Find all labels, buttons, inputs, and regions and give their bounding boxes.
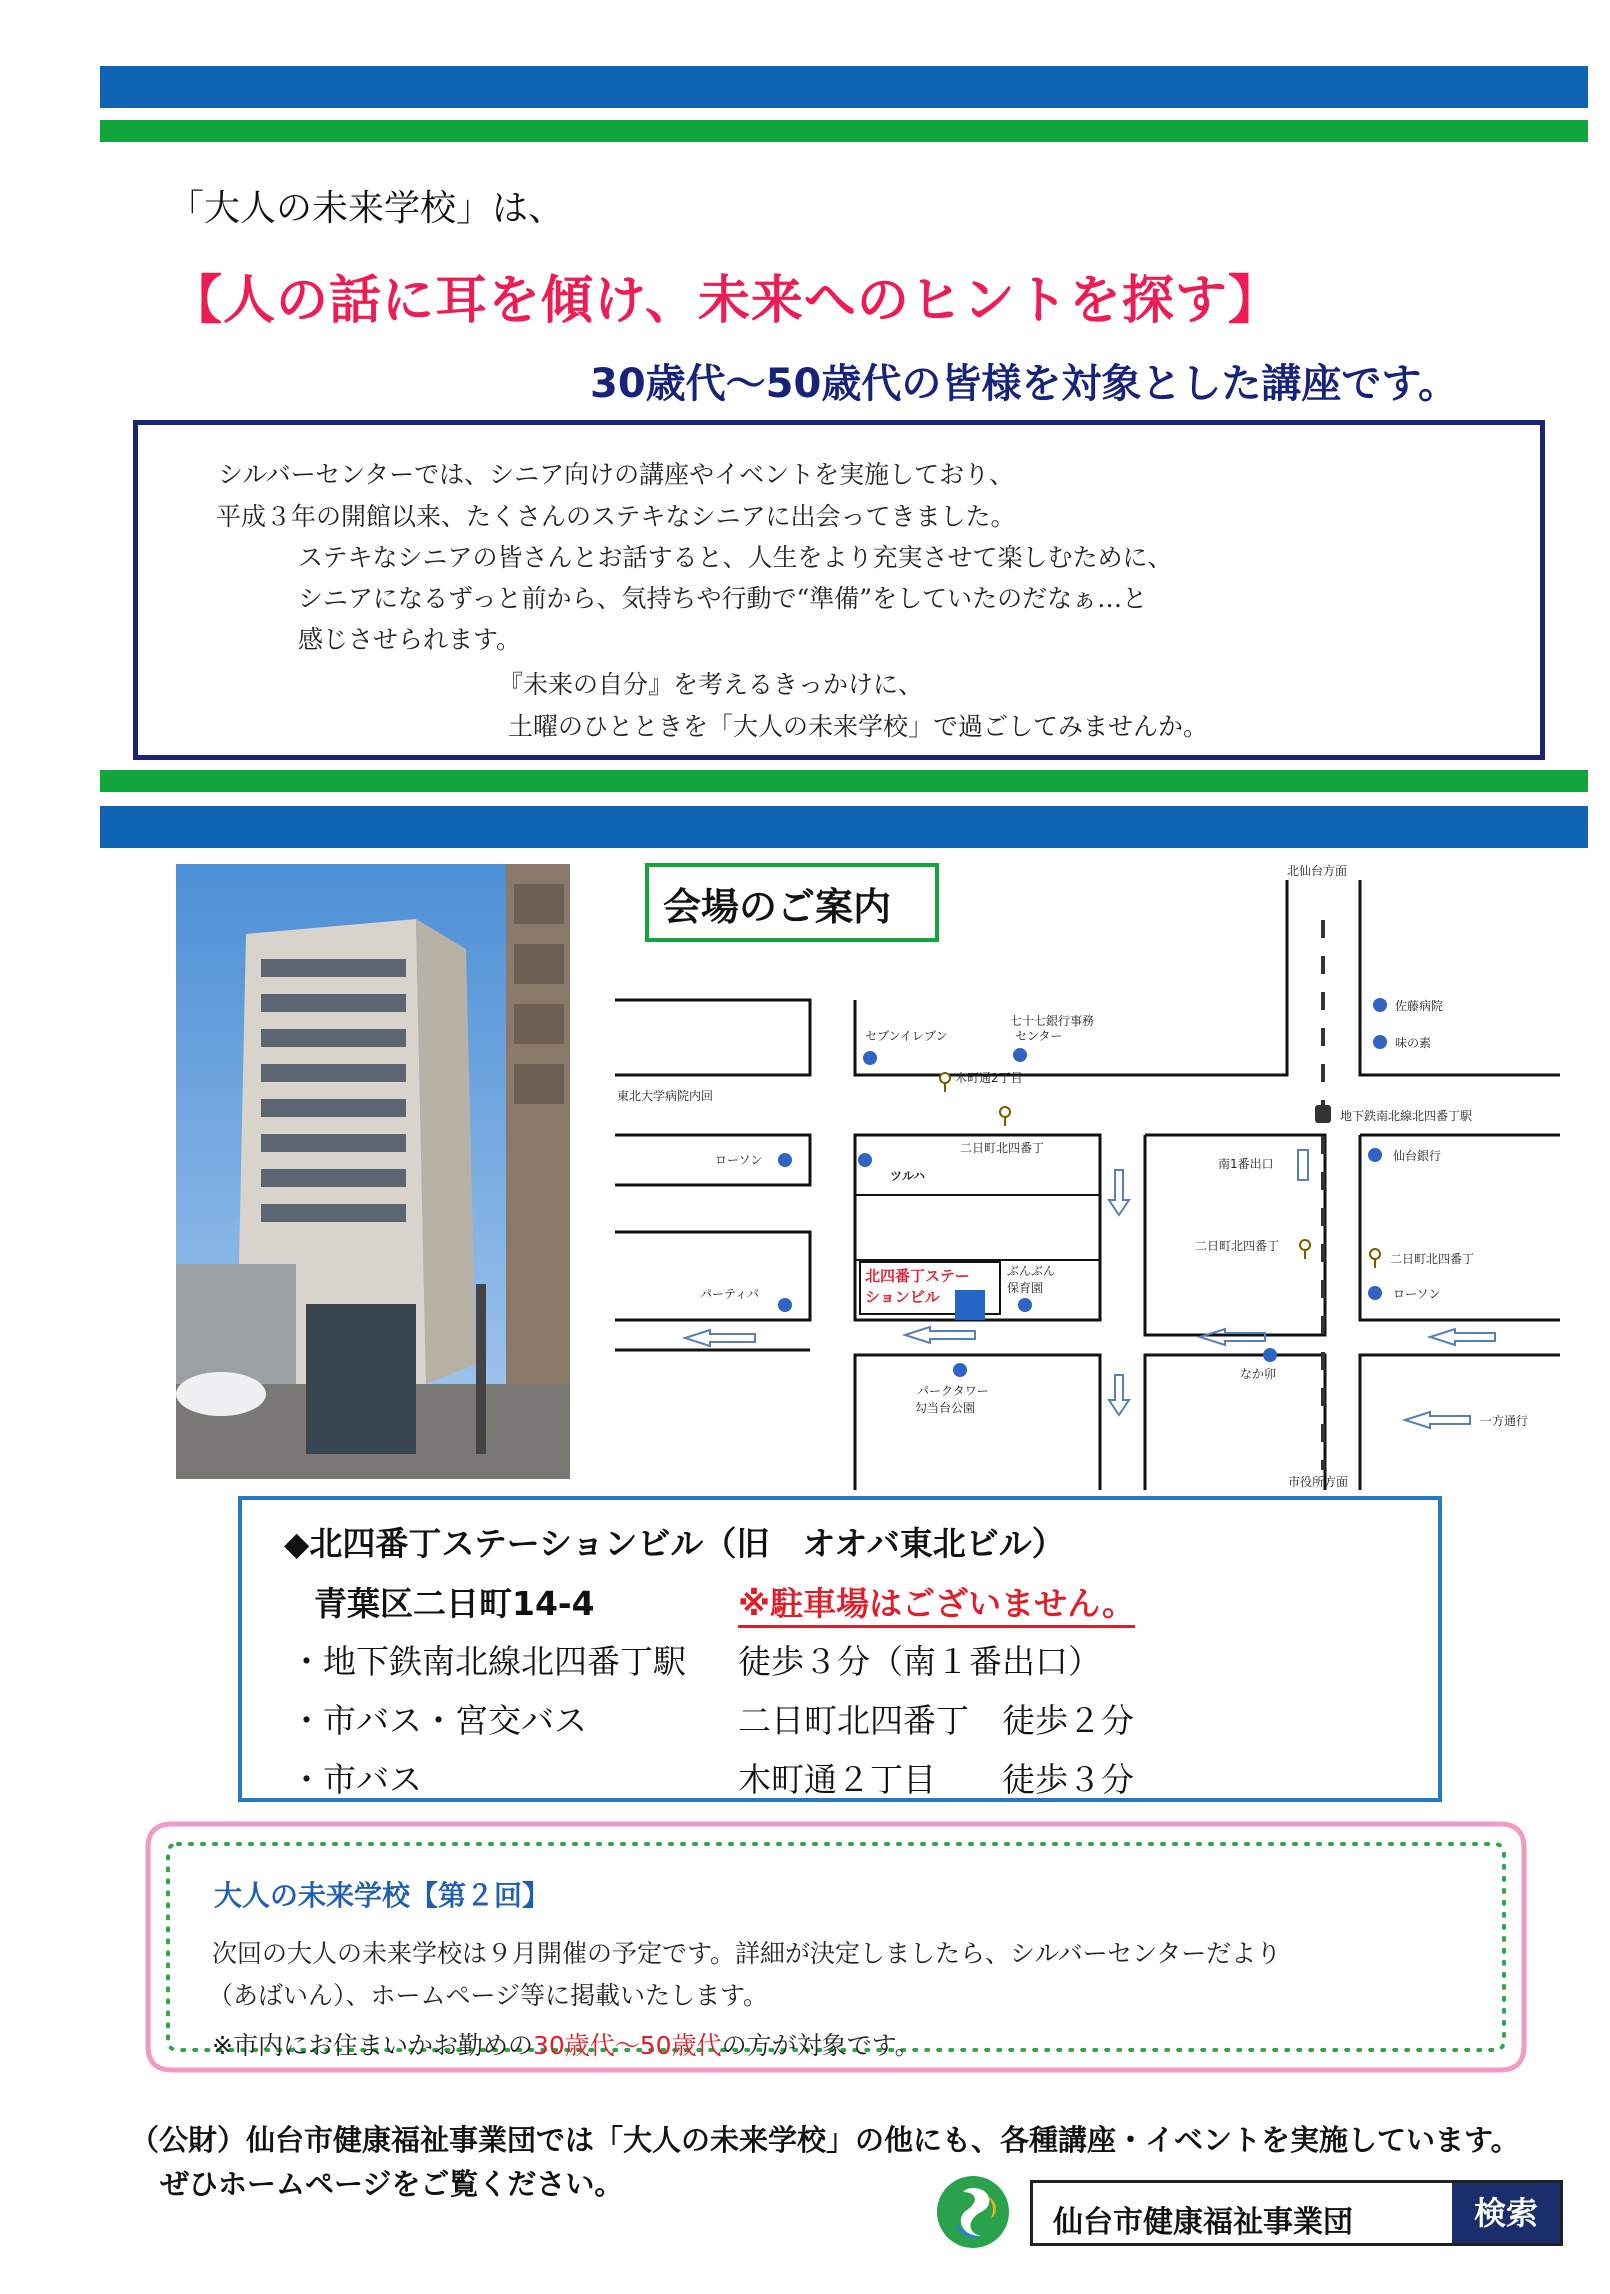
map-label-nakau: なか卯: [1240, 1367, 1277, 1381]
next-body-1: 次回の大人の未来学校は９月開催の予定です。詳細が決定しましたら、シルバーセンターだより: [212, 1939, 1282, 1968]
target-line: 30歳代～50歳代の皆様を対象とした講座です。: [590, 361, 1459, 407]
map-label-oneway: 一方通行: [1480, 1414, 1529, 1428]
map-label-tsuruha: ツルハ: [890, 1169, 926, 1183]
map-label-77-2: センター: [1015, 1029, 1063, 1043]
route-detail: 木町通２丁目 徒歩３分: [738, 1760, 1134, 1799]
map-label-hospital: 佐藤病院: [1395, 999, 1444, 1013]
mid-green-band: [100, 770, 1588, 792]
desc-line: 平成３年の開館以来、たくさんのステキなシニアに出会ってきました。: [216, 502, 1016, 531]
map-label-ajino: 味の素: [1395, 1036, 1432, 1050]
map-label-south: 市役所方面: [1288, 1475, 1349, 1489]
headline: 【人の話に耳を傾け、未来へのヒントを探す】: [170, 271, 1281, 331]
map-label-tohoku: 東北大学病院内回: [617, 1089, 714, 1103]
map-label-bunbun1: ぶんぶん: [1007, 1264, 1056, 1278]
description-box: [133, 420, 1545, 760]
next-session-box: [142, 1818, 1530, 2076]
map-label-futsuka1: 二日町北四番丁: [960, 1141, 1045, 1155]
route-detail: 徒歩３分（南１番出口）: [738, 1642, 1101, 1681]
map-title: 会場のご案内: [663, 885, 892, 929]
map-label-77-1: 七十七銀行事務: [1010, 1014, 1095, 1028]
map-label-kimachi: 木町通2丁目: [955, 1071, 1023, 1085]
map-label-lawson2: ローソン: [1393, 1287, 1441, 1301]
address: 青葉区二日町14-4: [314, 1584, 595, 1623]
next-note-pre: ※市内にお住まいかお勤めの: [212, 2031, 533, 2060]
next-note-post: の方が対象です。: [721, 2031, 920, 2060]
desc-line: シニアになるずっと前から、気持ちや行動で“準備”をしていたのだなぁ…と: [298, 584, 1148, 613]
route-detail: 二日町北四番丁 徒歩２分: [738, 1701, 1134, 1740]
desc-line: ステキなシニアの皆さんとお話すると、人生をより充実させて楽しむために、: [298, 543, 1173, 572]
desc-line: シルバーセンターでは、シニア向けの講座やイベントを実施しており、: [218, 460, 1015, 489]
map-label-futsuka2: 二日町北四番丁: [1195, 1239, 1280, 1253]
map-label-station: 地下鉄南北線北四番丁駅: [1340, 1109, 1473, 1123]
footer-line-2: ぜひホームページをご覧ください。: [160, 2167, 624, 2201]
map-label-minami1: 南1番出口: [1218, 1157, 1274, 1171]
parking-notice: ※駐車場はございません。: [738, 1578, 1135, 1628]
next-title: 大人の未来学校【第２回】: [214, 1879, 551, 1912]
building-name: ◆北四番丁ステーションビル（旧 オオバ東北ビル）: [284, 1524, 1065, 1563]
map-label-park2: 勾当台公園: [915, 1401, 976, 1415]
next-note-highlight: 30歳代～50歳代: [532, 2031, 722, 2060]
map-venue-line2: ションビル: [865, 1288, 940, 1306]
map-venue-line1: 北四番丁ステー: [865, 1267, 970, 1285]
search-bar[interactable]: [1030, 2180, 1563, 2246]
intro-line: 「大人の未来学校」は、: [168, 188, 565, 229]
access-box: [238, 1496, 1442, 1802]
next-body-2: （あばいん）、ホームページ等に掲載いたします。: [208, 1981, 769, 2010]
map-label-sendai-bank: 仙台銀行: [1393, 1149, 1442, 1163]
map-label-lawson1: ローソン: [715, 1153, 763, 1167]
search-button[interactable]: 検索: [1452, 2183, 1560, 2243]
top-green-band: [100, 120, 1588, 142]
mid-blue-band: [100, 806, 1588, 848]
route-mode: ・市バス・宮交バス: [290, 1701, 587, 1740]
top-blue-band: [100, 66, 1588, 108]
desc-line: 土曜のひとときを「大人の未来学校」で過ごしてみませんか。: [508, 712, 1209, 741]
map-label-north: 北仙台方面: [1287, 864, 1348, 878]
desc-line: 『未来の自分』を考えるきっかけに、: [498, 670, 924, 699]
map-label-party: パーティパ: [700, 1287, 760, 1301]
map-label-park1: パークタワー: [917, 1384, 989, 1398]
building-photo: [176, 864, 570, 1479]
foundation-logo: [935, 2174, 1011, 2250]
map-label-seven: セブンイレブン: [865, 1029, 948, 1043]
next-note: [212, 2026, 920, 2062]
map-label-futsuka3: 二日町北四番丁: [1390, 1252, 1475, 1266]
route-mode: ・市バス: [290, 1760, 422, 1799]
search-query-text: 仙台市健康福祉事業団: [1053, 2205, 1353, 2240]
footer-line-1: （公財）仙台市健康福祉事業団では「大人の未来学校」の他にも、各種講座・イベントを実施しています。: [130, 2123, 1520, 2157]
desc-line: 感じさせられます。: [298, 625, 522, 654]
route-mode: ・地下鉄南北線北四番丁駅: [290, 1642, 686, 1681]
venue-map: [615, 860, 1575, 1490]
map-label-bunbun2: 保育園: [1007, 1281, 1044, 1295]
